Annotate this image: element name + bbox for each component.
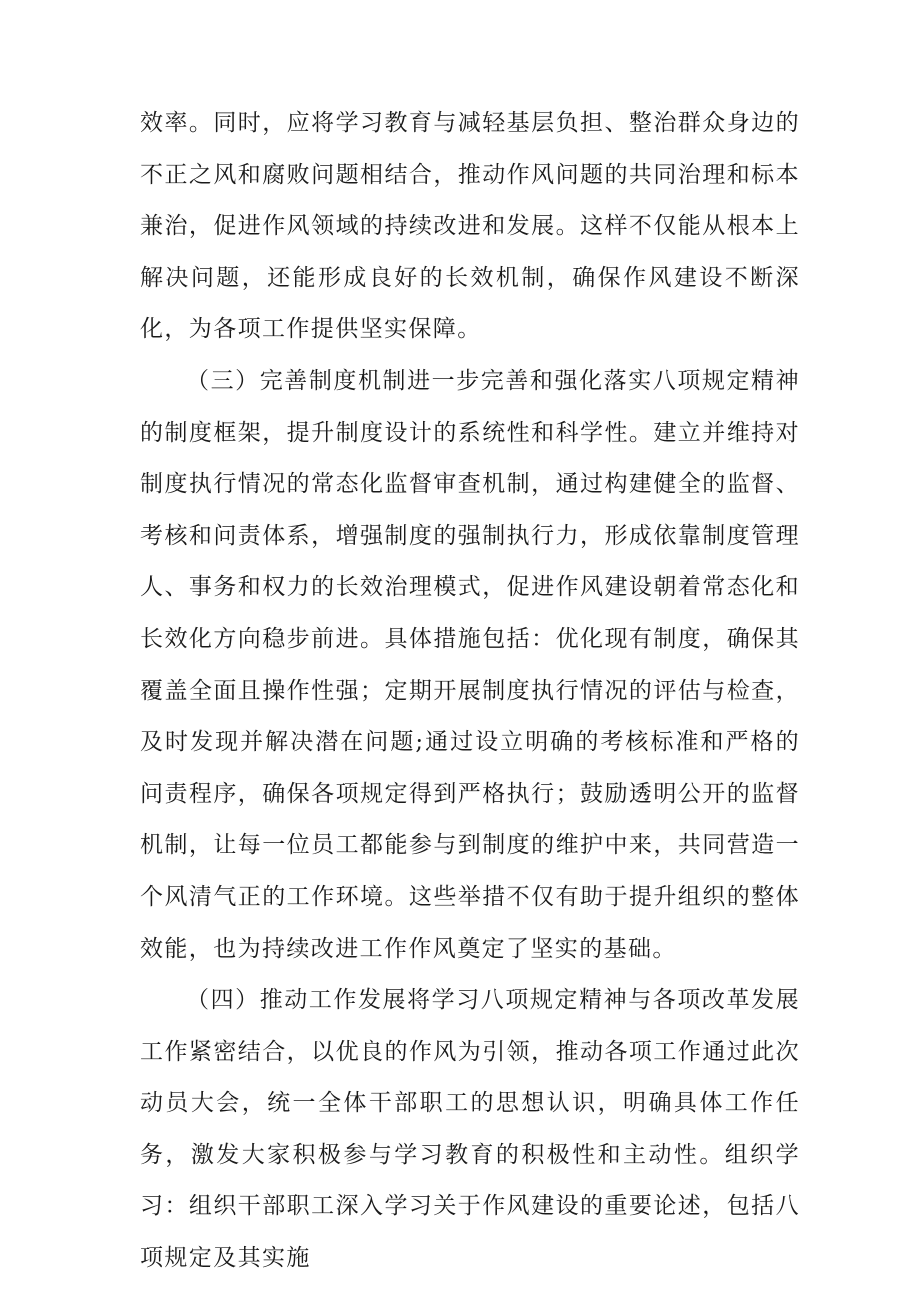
paragraph-section-4: （四）推动工作发展将学习八项规定精神与各项改革发展工作紧密结合，以优良的作风为引领，推动各项工作通过此次动员大会，统一全体干部职工的思想认识，明确具体工作任务，激发大家积极参与学习教育的积极性和主动性。组织学习：组织干部职工深入学习关于作风建设的重要论述，包括八项规定及其实施 [140,987,800,1272]
paragraph-section-3: （三）完善制度机制进一步完善和强化落实八项规定精神的制度框架，提升制度设计的系统性和科学性。建立并维持对制度执行情况的常态化监督审查机制，通过构建健全的监督、考核和问责体系，增强制度的强制执行力，形成依靠制度管理人、事务和权力的长效治理模式，促进作风建设朝着常态化和长效化方向稳步前进。具体措施包括：优化现有制度，确保其覆盖全面且操作性强；定期开展制度执行情况的评估与检查，及时发现并解决潜在问题;通过设立明确的考核标准和严格的问责程序，确保各项规定得到严格执行；鼓励透明公开的监督机制，让每一位员工都能参与到制度的维护中来，共同营造一个风清气正的工作环境。这些举措不仅有助于提升组织的整体效能，也为持续改进工作作风奠定了坚实的基础。 [140,367,800,962]
paragraph-efficiency: 效率。同时，应将学习教育与减轻基层负担、整治群众身边的不正之风和腐败问题相结合，推动作风问题的共同治理和标本兼治，促进作风领域的持续改进和发展。这样不仅能从根本上解决问题，还能形成良好的长效机制，确保作风建设不断深化，为各项工作提供坚实保障。 [140,110,800,343]
document-body [140,98,800,1285]
